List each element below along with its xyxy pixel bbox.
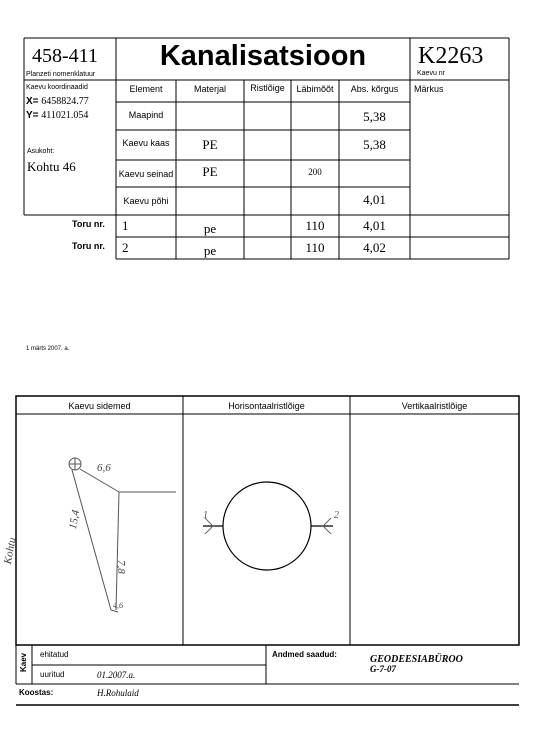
date-note: 1 märts 2007. a. xyxy=(26,346,70,352)
sketch-note-d1: 15,4 xyxy=(67,509,83,531)
data-from-value: GEODEESIABÜROO xyxy=(370,654,463,665)
row-element-bottom: Kaevu põhi xyxy=(123,196,169,206)
prepared-value: H.Rohulaid xyxy=(97,688,139,698)
prepared-label: Koostas: xyxy=(19,688,54,697)
col-header-section: Ristlõige xyxy=(250,83,285,93)
col-header-material: Materjal xyxy=(193,84,226,94)
sketch-note-kohtu: Kohtu xyxy=(2,536,19,566)
coords-label: Kaevu koordinaadid xyxy=(26,84,88,91)
row-abs-lid: 5,38 xyxy=(363,137,386,152)
coord-x-label: X= xyxy=(26,96,39,107)
row-element-walls: Kaevu seinad xyxy=(118,169,174,179)
data-from-code: G-7-07 xyxy=(370,664,396,674)
well-id: K2263 xyxy=(418,43,484,69)
kaev-label: Kaev xyxy=(19,652,28,672)
pipe-material-2: pe xyxy=(203,243,217,258)
pipe-diameter-2: 110 xyxy=(305,240,325,255)
panel-title-horizontal: Horisontaalristlõige xyxy=(228,401,305,411)
coord-x-value: 6458824.77 xyxy=(41,96,89,107)
row-abs-ground: 5,38 xyxy=(363,109,386,124)
sketch-note-d3: 7,8 xyxy=(115,560,127,574)
well-id-label: Kaevu nr xyxy=(417,70,446,77)
pipe-mark-2: 2 xyxy=(334,510,339,521)
connections-sketch xyxy=(16,414,183,645)
col-header-element: Element xyxy=(129,84,163,94)
page-title: Kanalisatsioon xyxy=(159,40,367,72)
measured-label: uuritud xyxy=(40,670,65,679)
row-abs-bottom: 4,01 xyxy=(363,192,386,207)
row-material-lid: PE xyxy=(202,137,218,152)
row-element-ground: Maapind xyxy=(128,110,164,120)
col-header-notes: Märkus xyxy=(414,84,444,94)
built-label: ehitatud xyxy=(40,650,69,659)
sketch-note-d4: 4,6 xyxy=(113,601,123,610)
sheet-number: 458-411 xyxy=(32,45,98,67)
data-from-label: Andmed saadud: xyxy=(272,650,337,659)
coord-y-label: Y= xyxy=(26,110,39,121)
row-diameter-walls: 200 xyxy=(308,167,322,177)
pipe-abs-2: 4,02 xyxy=(363,240,386,255)
sheet-nomenclature-label: Planzeti nomenklatuur xyxy=(26,71,96,78)
location-label: Asukoht: xyxy=(27,148,55,155)
location-value: Kohtu 46 xyxy=(27,159,76,174)
col-header-abs: Abs. kõrgus xyxy=(350,84,399,94)
pipe-material-1: pe xyxy=(203,221,217,236)
row-element-lid: Kaevu kaas xyxy=(122,138,170,148)
pipe-nr-1: 1 xyxy=(122,218,129,233)
pipe-diameter-1: 110 xyxy=(305,218,325,233)
pipe-label-2: Toru nr. xyxy=(72,241,105,251)
pipe-mark-1: 1 xyxy=(203,510,208,521)
pipe-label-1: Toru nr. xyxy=(72,219,105,229)
pipe-abs-1: 4,01 xyxy=(363,218,386,233)
coord-y-value: 411021.054 xyxy=(41,110,89,121)
sketch-note-d2: 6,6 xyxy=(97,462,111,474)
measured-value: 01.2007.a. xyxy=(97,670,136,680)
row-material-walls: PE xyxy=(202,164,218,179)
col-header-diameter: Läbimõõt xyxy=(296,84,334,94)
horizontal-section-sketch xyxy=(183,414,350,645)
panel-title-vertical: Vertikaalristlõige xyxy=(401,401,468,411)
pipe-nr-2: 2 xyxy=(122,240,129,255)
panel-title-connections: Kaevu sidemed xyxy=(68,401,131,411)
